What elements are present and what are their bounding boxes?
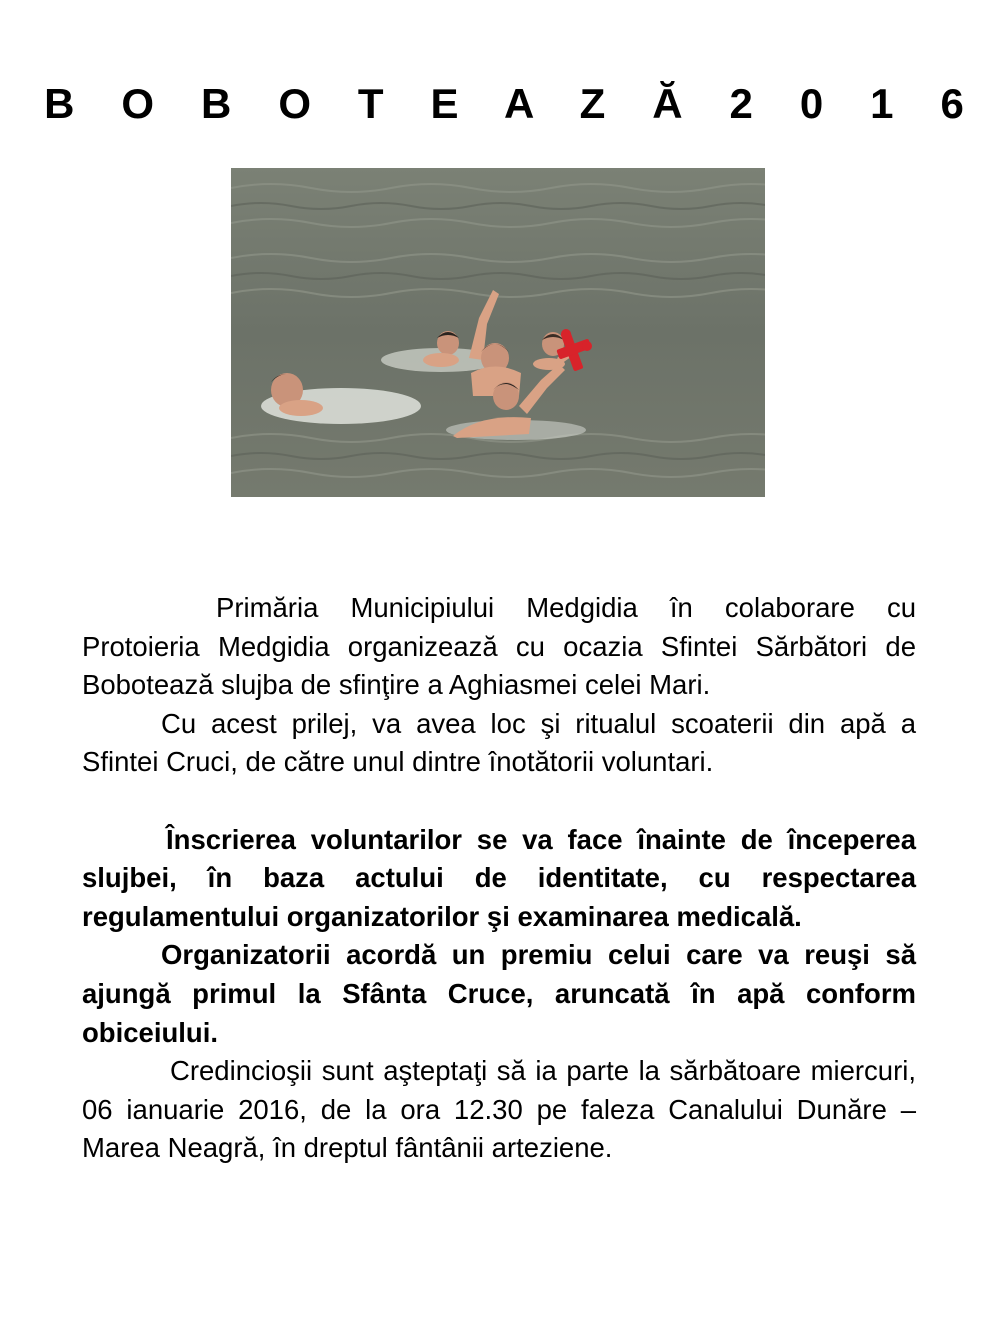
paragraph-prize: Organizatorii acordă un premiu celui care va reuşi să ajungă primul la Sfânta Cruce, aruncată în apă conform obiceiului. xyxy=(82,939,916,1048)
page-title: B O B O T E A Z Ă 2 0 1 6 xyxy=(44,80,982,128)
swimmers-photo xyxy=(231,168,765,497)
paragraph-registration: Înscrierea voluntarilor se va face înainte de începerea slujbei, în baza actului de identitate, cu respectarea regulamentului organizatorilor şi examinarea medicală. xyxy=(82,823,916,932)
announcement-text xyxy=(82,589,916,1168)
paragraph-intro: Primăria Municipiului Medgidia în colaborare cu Protoieria Medgidia organizează cu ocazia Sfintei Sărbători de Bobotează slujba de sfinţire a Aghiasmei celei Mari. xyxy=(82,592,916,701)
paragraph-schedule: Credincioşii sunt aşteptaţi să ia parte la sărbătoare miercuri, 06 ianuarie 2016, de la ora 12.30 pe faleza Canalului Dunăre – Marea Neagră, în dreptul fântânii arteziene. xyxy=(82,1055,916,1164)
paragraph-ritual: Cu acest prilej, va avea loc şi ritualul scoaterii din apă a Sfintei Cruci, de către unul dintre înotătorii voluntari. xyxy=(82,707,916,778)
